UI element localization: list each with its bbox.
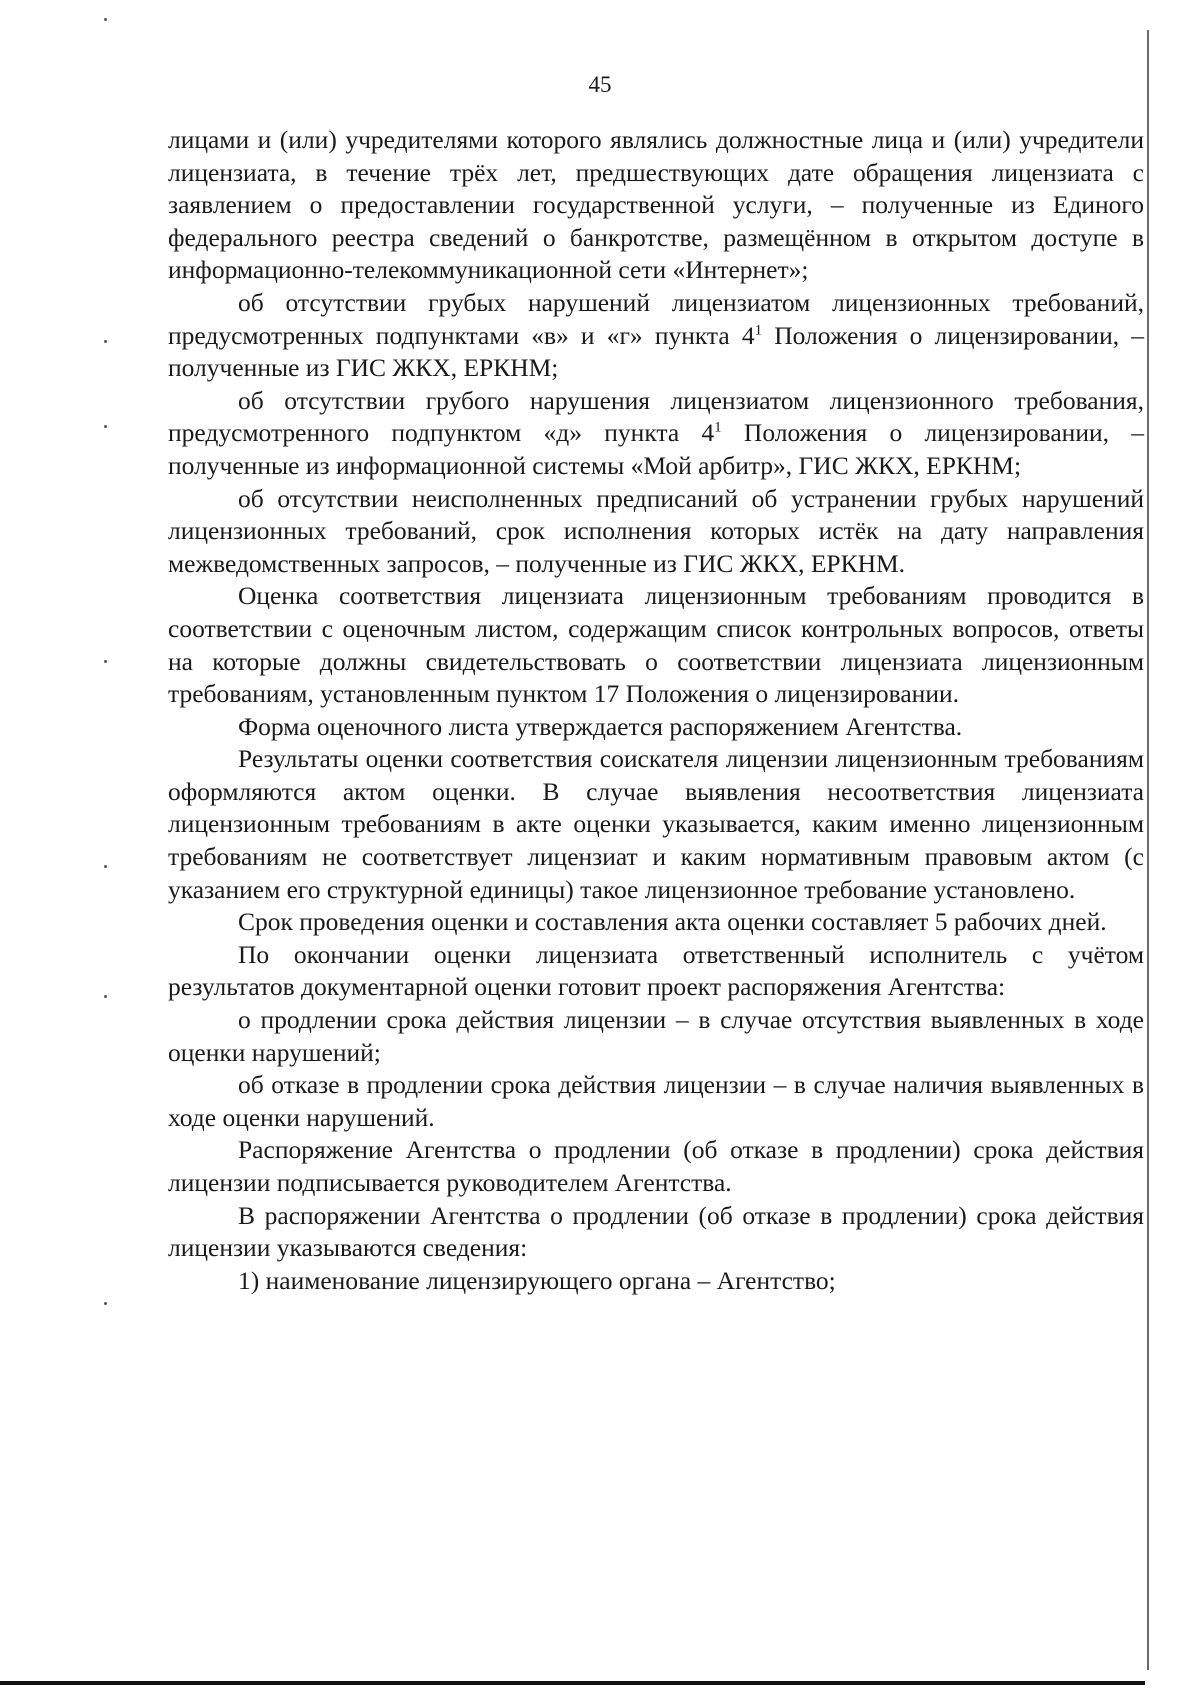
scan-speck <box>104 1302 107 1305</box>
scan-speck <box>104 865 107 868</box>
paragraph-gross-violations-vg <box>168 287 1144 385</box>
paragraph-text-start: об отсутствии грубого нарушения лицензиатом лицензионного требования, предусмотренного подпунктом «д» пункта 4 <box>168 385 1144 448</box>
paragraph-text-end: Положения о лицензировании, – полученные из ГИС ЖКХ, ЕРКНМ; <box>168 320 1144 383</box>
paragraph-unexecuted-orders: об отсутствии неисполненных предписаний об устранении грубых нарушений лицензионных требований, срок исполнения которых истёк на дату направления межведомственных запросов, – полученные из ГИС ЖКХ, ЕРКНМ. <box>168 483 1144 578</box>
paragraph-text-start: об отсутствии грубых нарушений лицензиатом лицензионных требований, предусмотренных подпунктами «в» и «г» пункта 4 <box>168 287 1144 350</box>
scan-speck <box>104 995 107 998</box>
paragraph-extension-case: о продлении срока действия лицензии – в случае отсутствия выявленных в ходе оценки нарушений; <box>168 1005 1144 1067</box>
paragraph-order-signing: Распоряжение Агентства о продлении (об отказе в продлении) срока действия лицензии подписывается руководителем Агентства. <box>168 1135 1144 1197</box>
paragraph-order-contents: В распоряжении Агентства о продлении (об отказе в продлении) срока действия лицензии указываются сведения: <box>168 1200 1144 1263</box>
page-number: 45 <box>588 72 612 97</box>
scan-speck <box>104 18 107 21</box>
paragraph-text-end: Положения о лицензировании, – полученные из информационной системы «Мой арбитр», ГИС ЖКХ, ЕРКНМ; <box>168 418 1144 480</box>
superscript-index: 1 <box>714 419 722 436</box>
superscript-index: 1 <box>754 322 763 339</box>
scan-speck <box>104 340 107 343</box>
paragraph-assessment-form: Форма оценочного листа утверждается распоряжением Агентства. <box>238 711 963 741</box>
paragraph-compliance-assessment: Оценка соответствия лицензиата лицензионным требованиям проводится в соответствии с оценочным листом, содержащим список контрольных вопросов, ответы на которые должны свидетельствовать о соответствии лицензиата лицензионным требованиям, установленным пунктом 17 Положения о лицензировании. <box>168 581 1144 709</box>
paragraph-refusal-case: об отказе в продлении срока действия лицензии – в случае наличия выявленных в ходе оценки нарушений. <box>168 1070 1144 1132</box>
document-body <box>168 124 1144 1297</box>
scan-bottom-edge-line <box>0 1681 1145 1685</box>
scan-speck <box>104 425 107 428</box>
paragraph-draft-order: По окончании оценки лицензиата ответственный исполнитель с учётом результатов документарной оценки готовит проект распоряжения Агентства: <box>168 939 1144 1002</box>
paragraph-gross-violation-d <box>168 385 1144 483</box>
paragraph-bankruptcy-registry: лицами и (или) учредителями которого являлись должностные лица и (или) учредители лицензиата, в течение трёх лет, предшествующих дате обращения лицензиата с заявлением о предоставлении государственной услуги, – полученные из Единого федерального реестра сведений о банкротстве, размещённом в открытом доступе в информационно-телекоммуникационной сети «Интернет»; <box>168 125 1144 285</box>
scan-speck <box>104 660 107 663</box>
paragraph-assessment-deadline: Срок проведения оценки и составления акта оценки составляет 5 рабочих дней. <box>238 907 1107 937</box>
paragraph-assessment-results: Результаты оценки соответствия соискателя лицензии лицензионным требованиям оформляются актом оценки. В случае выявления несоответствия лицензиата лицензионным требованиям в акте оценки указывается, каким именно лицензионным требованиям не соответствует лицензиат и каким нормативным правовым актом (с указанием его структурной единицы) такое лицензионное требование установлено. <box>168 744 1144 904</box>
scan-right-edge-line <box>1147 30 1149 1670</box>
list-item-licensing-authority: 1) наименование лицензирующего органа – Агентство; <box>238 1265 836 1295</box>
